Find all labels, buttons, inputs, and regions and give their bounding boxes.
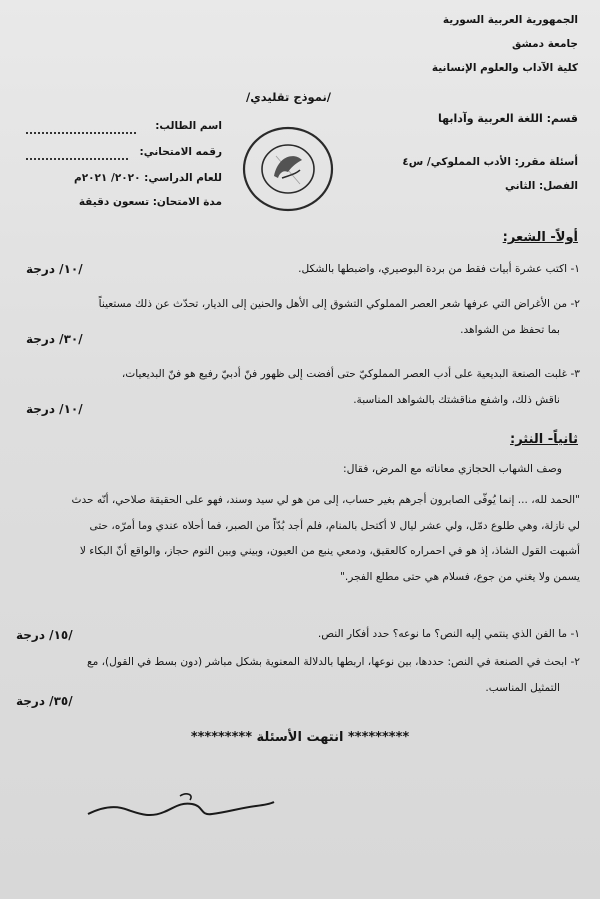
end-of-questions: ********* انتهت الأسئلة ********* xyxy=(190,730,410,745)
svg-text:جامعة دمشق كلية الآداب والعلوم xyxy=(242,126,245,128)
student-name-label: اسم الطالب: xyxy=(155,120,222,132)
poetry-question-1 xyxy=(15,257,580,283)
exam-duration-label: مدة الامتحان: تسعون دقيقة xyxy=(78,196,222,208)
prose-q2-mark: /٣٥/ درجة xyxy=(16,694,73,708)
passage-line-4: يسمن ولا يغني من جوع، فسلام هي حتى مطلع الفجر." xyxy=(340,570,580,583)
semester-line: الفصل: الثاني xyxy=(504,180,578,192)
poetry-q2-mark: /٣٠/ درجة xyxy=(26,332,83,346)
stamp-text xyxy=(242,126,245,128)
academic-year-label: للعام الدراسي: ٢٠٢٠/ ٢٠٢١م xyxy=(74,172,222,184)
signature xyxy=(80,778,280,828)
passage-line-3: أشبهت القول الشاذ، إذ هو في احمراره كالعقيق، ودمعي ينبع من العيون، وبيني وبين النوم حجاز، والواقع أنّ البكاء لا xyxy=(79,545,580,557)
poetry-q3-line-2: ناقش ذلك، واشفع مناقشتك بالشواهد المناسبة. xyxy=(353,393,560,406)
course-line: أسئلة مقرر: الأدب المملوكي/ س٤ xyxy=(402,156,578,168)
republic-name: الجمهورية العربية السورية xyxy=(442,14,578,26)
poetry-q2-line-1: ٢- من الأغراض التي عرفها شعر العصر المملوكي التشوق إلى الأهل والحنين إلى الديار، تحدّث عن ذلك مستعيناً xyxy=(98,298,580,310)
student-info xyxy=(22,118,222,208)
section-prose-title: ثانياً- النثر: xyxy=(510,432,578,447)
prose-q2-line-1: ٢- ابحث في الصنعة في النص: حددها، بين نوعها، اربطها بالدلالة المعنوية بشكل مباشر (دون بسط في القول)، مع xyxy=(86,656,580,668)
faculty-name: كلية الآداب والعلوم الإنسانية xyxy=(431,62,578,74)
prose-intro: وصف الشهاب الحجازي معاناته مع المرض، فقال: xyxy=(342,462,562,475)
prose-q2-line-2: التمثيل المناسب. xyxy=(485,681,560,694)
exam-number-fill-line xyxy=(26,158,128,160)
passage-line-2: لي نازلة، وهي طلوع دمّل، ولي عشر ليال لا أكتحل بالمنام، فلم أجد بُدّاً من الصبر، فما أحلاه عندي وما أمرّه، حتى xyxy=(89,519,580,532)
prose-q1-mark: /١٥/ درجة xyxy=(16,628,73,642)
poetry-question-2 xyxy=(15,292,580,343)
prose-q1-text: ١- ما الفن الذي ينتمي إليه النص؟ ما نوعه؟ حدد أفكار النص. xyxy=(317,628,580,640)
prose-question-1 xyxy=(15,622,580,648)
poetry-q3-mark: /١٠/ درجة xyxy=(26,402,83,416)
poetry-q1-mark: /١٠/ درجة xyxy=(26,262,83,276)
poetry-q3-line-1: ٣- غلبت الصنعة البديعية على أدب العصر المملوكيّ حتى أفضت إلى ظهور فنّ أدبيّ رفيع هو فنّ البديعيات، xyxy=(121,368,580,380)
poetry-question-3 xyxy=(15,362,580,413)
university-name: جامعة دمشق xyxy=(512,38,578,50)
prose-passage xyxy=(15,488,580,590)
institution-header xyxy=(338,8,578,80)
exam-number-label: رقمه الامتحاني: xyxy=(139,146,222,158)
passage-line-1: "الحمد لله، ... إنما يُوفّى الصابرون أجرهم بغير حساب، إلى من هو لي سيد وسند، فهو على الحقيقة صلاحي، أنّه حدث xyxy=(71,494,580,506)
poetry-q1-text: ١- اكتب عشرة أبيات فقط من بردة البوصيري، واضبطها بالشكل. xyxy=(298,263,580,275)
official-stamp xyxy=(242,126,334,212)
department-line: قسم: اللغة العربية وآدابها xyxy=(438,112,578,125)
name-fill-line xyxy=(26,132,136,134)
poetry-q2-line-2: بما تحفظ من الشواهد. xyxy=(460,323,560,336)
section-poetry-title: أولاً- الشعر: xyxy=(502,230,578,245)
exam-model-label: /نموذج تقليدي/ xyxy=(246,90,331,104)
prose-question-2 xyxy=(15,650,580,701)
